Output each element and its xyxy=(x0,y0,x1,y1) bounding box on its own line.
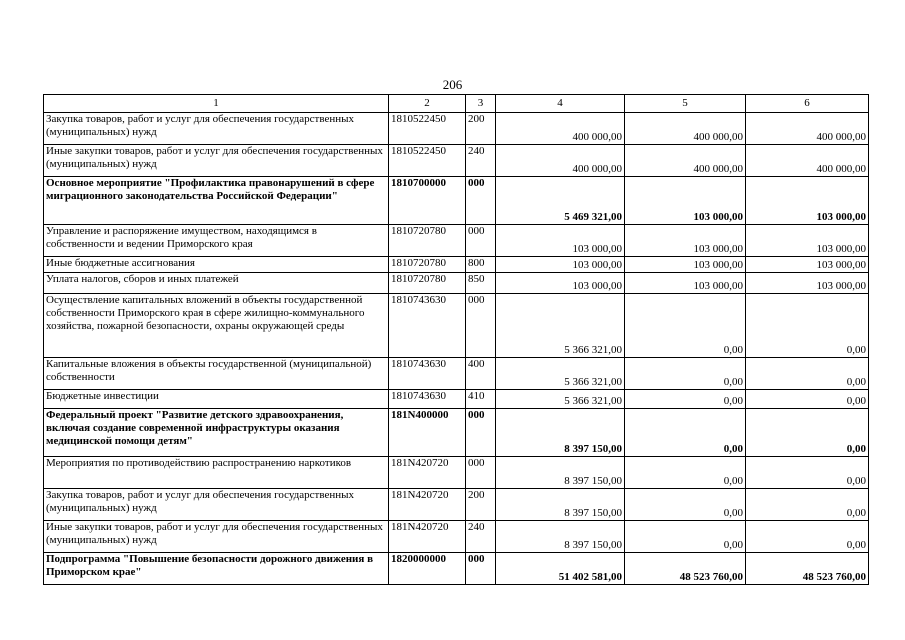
row-name: Федеральный проект "Развитие детского здравоохранения, включая создание современной инфраструктуры оказания медицинской помощи детям" xyxy=(44,409,389,457)
row-name: Управление и распоряжение имуществом, находящимся в собственности и ведении Приморского края xyxy=(44,225,389,257)
table-row xyxy=(44,177,869,225)
row-amount-col5: 103 000,00 xyxy=(625,273,746,294)
table-row xyxy=(44,358,869,390)
row-expense-type: 200 xyxy=(466,113,496,145)
row-amount-col5: 0,00 xyxy=(625,489,746,521)
row-expense-type: 000 xyxy=(466,457,496,489)
row-amount-col6: 0,00 xyxy=(746,409,869,457)
row-amount-col4: 5 469 321,00 xyxy=(496,177,625,225)
row-amount-col6: 0,00 xyxy=(746,294,869,358)
row-expense-type: 000 xyxy=(466,409,496,457)
row-expense-type: 850 xyxy=(466,273,496,294)
row-expense-type: 200 xyxy=(466,489,496,521)
column-header: 2 xyxy=(389,95,466,113)
row-code: 181N420720 xyxy=(389,489,466,521)
budget-table xyxy=(43,94,869,585)
row-expense-type: 000 xyxy=(466,553,496,585)
row-amount-col5: 0,00 xyxy=(625,409,746,457)
row-name: Иные закупки товаров, работ и услуг для обеспечения государственных (муниципальных) нужд xyxy=(44,521,389,553)
row-code: 181N400000 xyxy=(389,409,466,457)
row-name: Закупка товаров, работ и услуг для обеспечения государственных (муниципальных) нужд xyxy=(44,113,389,145)
row-code: 1810720780 xyxy=(389,225,466,257)
row-name: Иные закупки товаров, работ и услуг для обеспечения государственных (муниципальных) нужд xyxy=(44,145,389,177)
header-row xyxy=(44,95,869,113)
column-header: 1 xyxy=(44,95,389,113)
row-code: 1810743630 xyxy=(389,390,466,409)
row-name: Иные бюджетные ассигнования xyxy=(44,257,389,273)
column-header: 6 xyxy=(746,95,869,113)
table-row xyxy=(44,390,869,409)
row-expense-type: 000 xyxy=(466,294,496,358)
row-code: 1810720780 xyxy=(389,257,466,273)
row-amount-col4: 400 000,00 xyxy=(496,145,625,177)
row-expense-type: 000 xyxy=(466,225,496,257)
row-amount-col6: 0,00 xyxy=(746,521,869,553)
table-row xyxy=(44,225,869,257)
row-amount-col4: 8 397 150,00 xyxy=(496,521,625,553)
row-amount-col4: 103 000,00 xyxy=(496,273,625,294)
row-amount-col6: 48 523 760,00 xyxy=(746,553,869,585)
row-amount-col6: 0,00 xyxy=(746,457,869,489)
row-amount-col4: 51 402 581,00 xyxy=(496,553,625,585)
row-amount-col5: 0,00 xyxy=(625,358,746,390)
row-code: 181N420720 xyxy=(389,457,466,489)
row-amount-col4: 5 366 321,00 xyxy=(496,358,625,390)
column-header: 5 xyxy=(625,95,746,113)
page-number: 206 xyxy=(442,77,463,92)
row-code: 181N420720 xyxy=(389,521,466,553)
column-header: 3 xyxy=(466,95,496,113)
row-amount-col4: 8 397 150,00 xyxy=(496,409,625,457)
row-name: Осуществление капитальных вложений в объекты государственной собственности Приморского края в сфере жилищно-коммунального хозяйства, пожарной безопасности, охраны окружающей среды xyxy=(44,294,389,358)
row-amount-col4: 103 000,00 xyxy=(496,225,625,257)
row-amount-col5: 0,00 xyxy=(625,521,746,553)
row-expense-type: 240 xyxy=(466,145,496,177)
row-expense-type: 800 xyxy=(466,257,496,273)
row-code: 1810743630 xyxy=(389,294,466,358)
row-amount-col5: 103 000,00 xyxy=(625,177,746,225)
row-name: Мероприятия по противодействию распространению наркотиков xyxy=(44,457,389,489)
table-row xyxy=(44,553,869,585)
row-code: 1810700000 xyxy=(389,177,466,225)
row-code: 1810522450 xyxy=(389,113,466,145)
table-row xyxy=(44,489,869,521)
row-name: Основное мероприятие "Профилактика правонарушений в сфере миграционного законодательства Российской Федерации" xyxy=(44,177,389,225)
table-row xyxy=(44,145,869,177)
table-row xyxy=(44,521,869,553)
row-name: Подпрограмма "Повышение безопасности дорожного движения в Приморском крае" xyxy=(44,553,389,585)
row-amount-col4: 8 397 150,00 xyxy=(496,489,625,521)
row-expense-type: 400 xyxy=(466,358,496,390)
row-amount-col4: 5 366 321,00 xyxy=(496,390,625,409)
row-amount-col6: 0,00 xyxy=(746,489,869,521)
row-name: Закупка товаров, работ и услуг для обеспечения государственных (муниципальных) нужд xyxy=(44,489,389,521)
row-amount-col5: 400 000,00 xyxy=(625,145,746,177)
row-name: Уплата налогов, сборов и иных платежей xyxy=(44,273,389,294)
row-amount-col4: 400 000,00 xyxy=(496,113,625,145)
row-amount-col6: 103 000,00 xyxy=(746,225,869,257)
row-amount-col6: 400 000,00 xyxy=(746,113,869,145)
row-amount-col5: 0,00 xyxy=(625,457,746,489)
table-row xyxy=(44,257,869,273)
row-name: Бюджетные инвестиции xyxy=(44,390,389,409)
row-amount-col6: 103 000,00 xyxy=(746,257,869,273)
table-row xyxy=(44,457,869,489)
row-amount-col5: 103 000,00 xyxy=(625,225,746,257)
table-row xyxy=(44,273,869,294)
row-amount-col4: 103 000,00 xyxy=(496,257,625,273)
row-amount-col5: 48 523 760,00 xyxy=(625,553,746,585)
table-row xyxy=(44,409,869,457)
row-code: 1810743630 xyxy=(389,358,466,390)
row-expense-type: 000 xyxy=(466,177,496,225)
row-code: 1810720780 xyxy=(389,273,466,294)
row-amount-col4: 5 366 321,00 xyxy=(496,294,625,358)
row-amount-col6: 0,00 xyxy=(746,390,869,409)
row-name: Капитальные вложения в объекты государственной (муниципальной) собственности xyxy=(44,358,389,390)
row-amount-col6: 0,00 xyxy=(746,358,869,390)
row-amount-col6: 400 000,00 xyxy=(746,145,869,177)
column-header: 4 xyxy=(496,95,625,113)
row-expense-type: 240 xyxy=(466,521,496,553)
row-amount-col4: 8 397 150,00 xyxy=(496,457,625,489)
row-amount-col5: 0,00 xyxy=(625,294,746,358)
row-code: 1820000000 xyxy=(389,553,466,585)
row-amount-col6: 103 000,00 xyxy=(746,273,869,294)
row-amount-col5: 103 000,00 xyxy=(625,257,746,273)
row-code: 1810522450 xyxy=(389,145,466,177)
row-amount-col5: 0,00 xyxy=(625,390,746,409)
table-row xyxy=(44,294,869,358)
row-expense-type: 410 xyxy=(466,390,496,409)
table-row xyxy=(44,113,869,145)
row-amount-col5: 400 000,00 xyxy=(625,113,746,145)
row-amount-col6: 103 000,00 xyxy=(746,177,869,225)
